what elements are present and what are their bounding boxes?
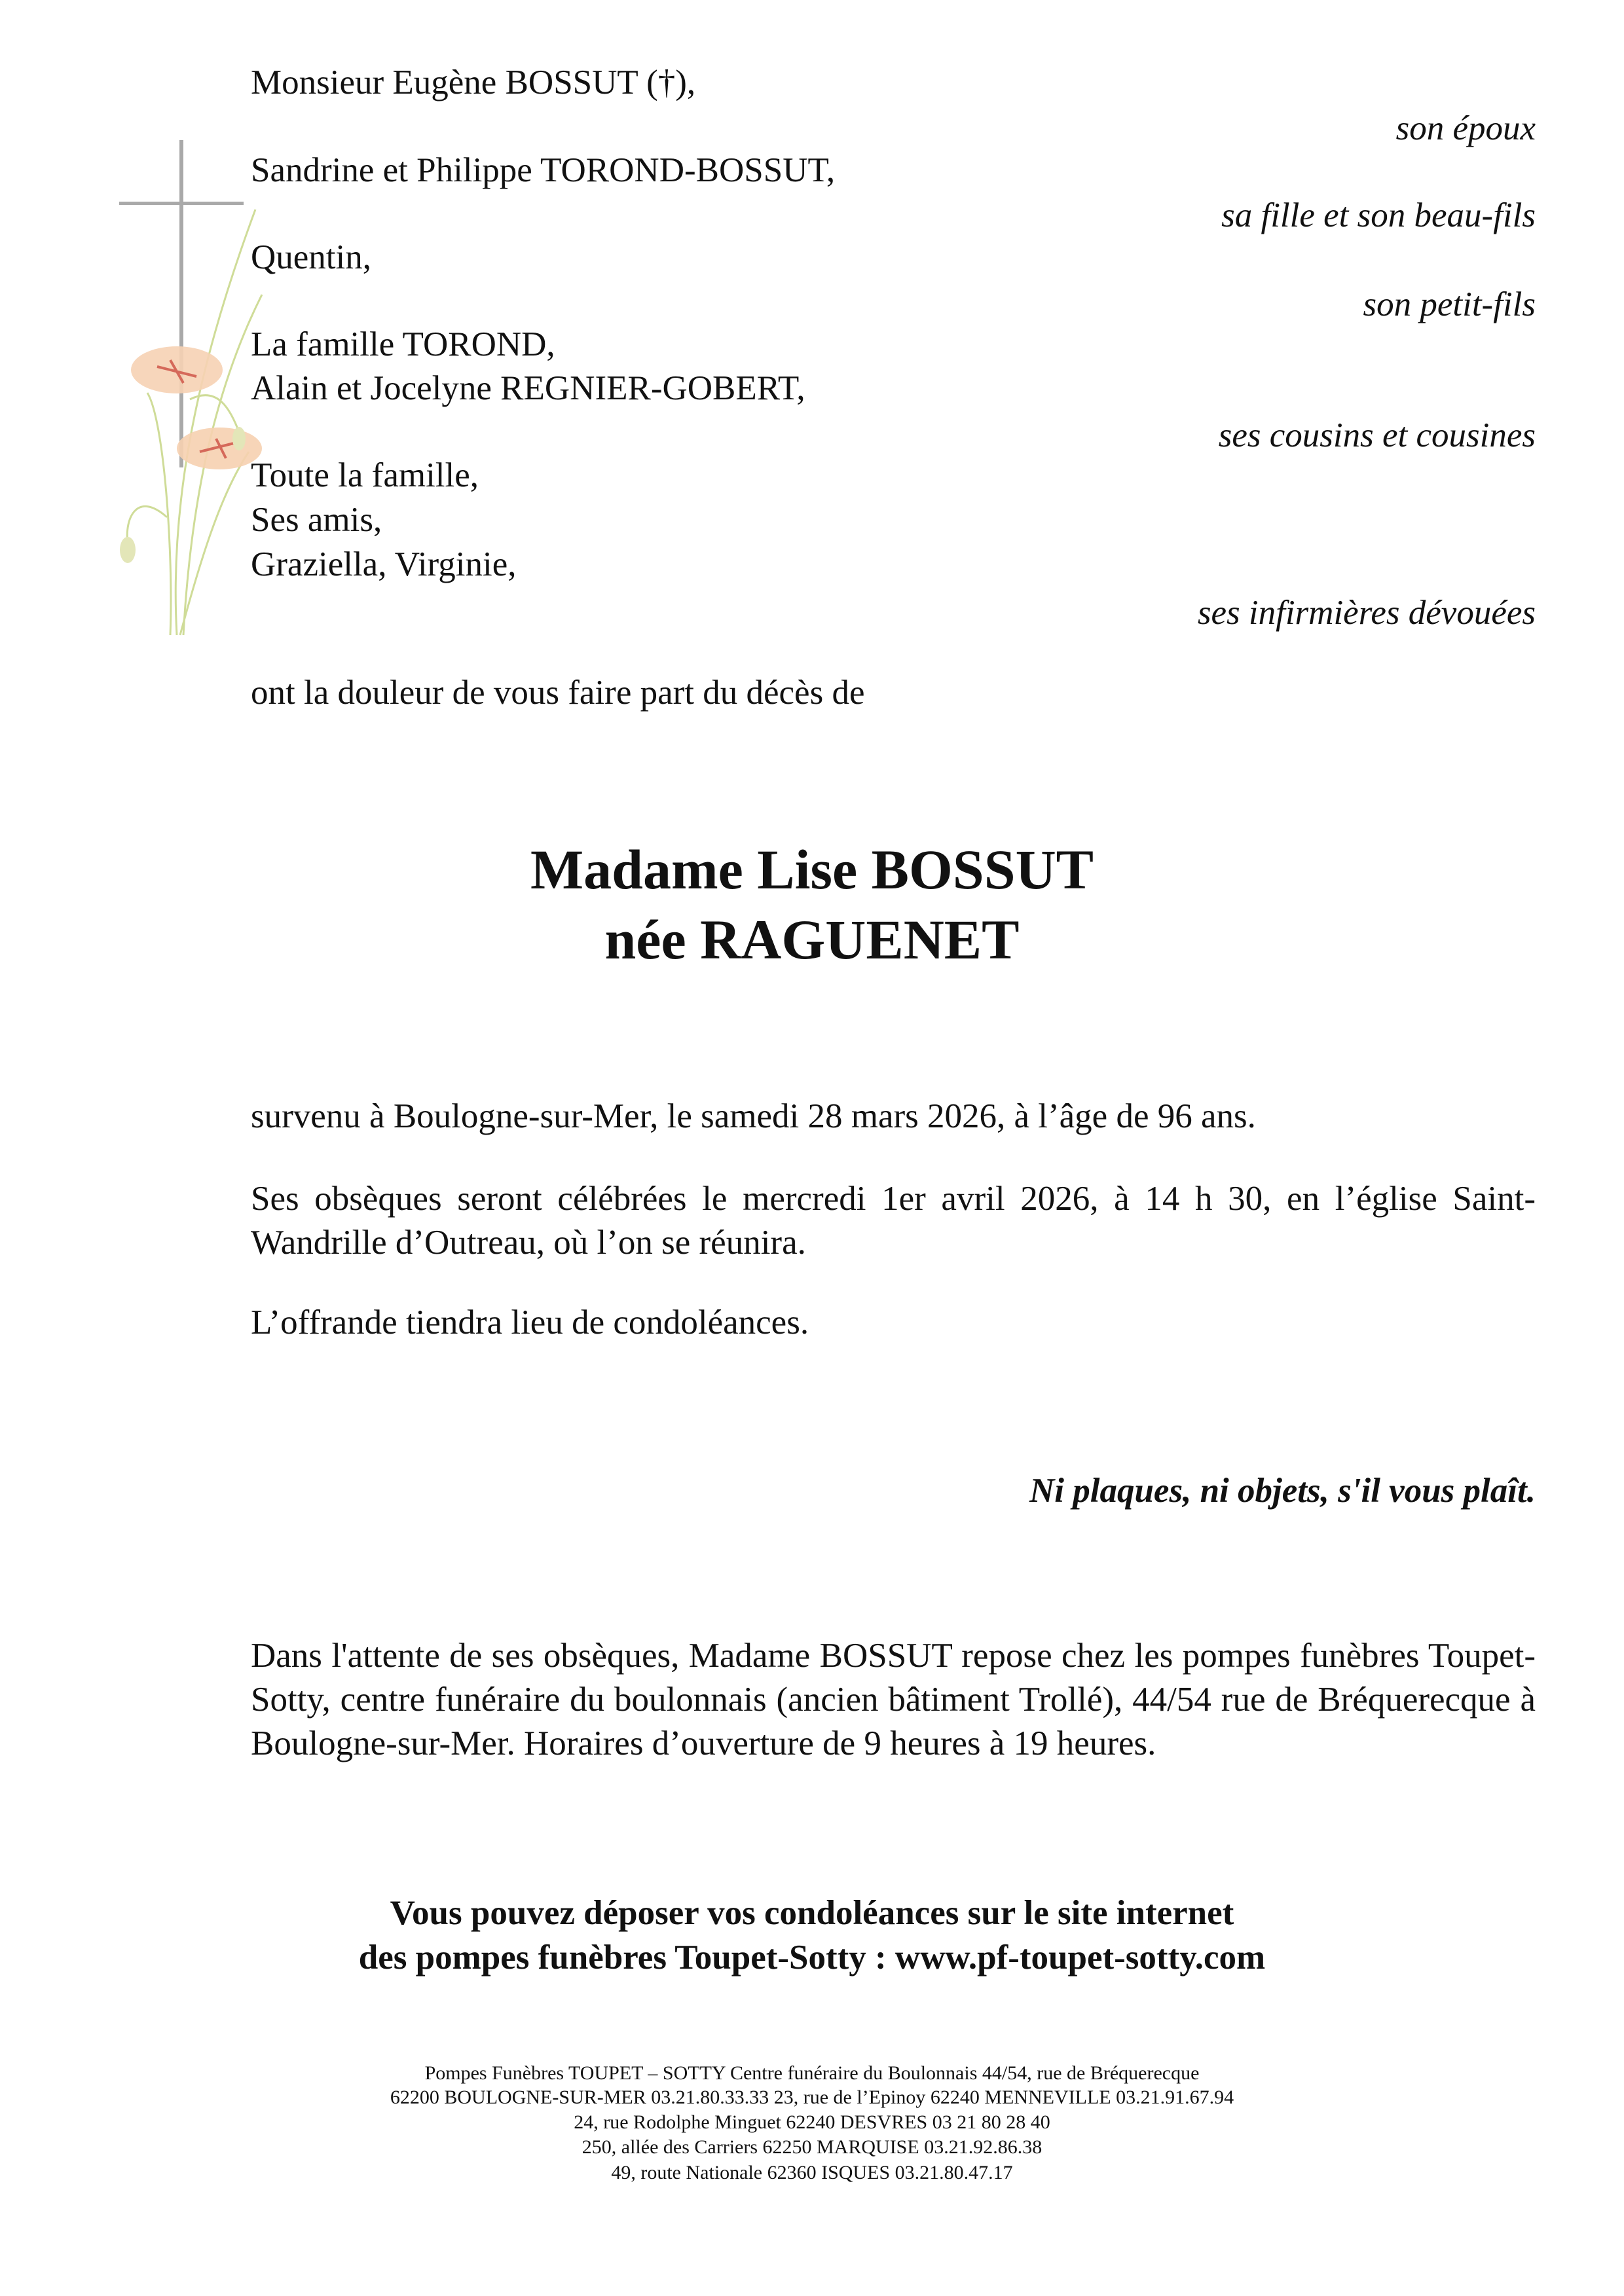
stems xyxy=(127,210,262,635)
family-relation: sa fille et son beau-fils xyxy=(1221,196,1536,234)
family-relation: son petit-fils xyxy=(1363,285,1536,323)
footer-line: 62200 BOULOGNE-SUR-MER 03.21.80.33.33 23, rue de l’Epinoy 62240 MENNEVILLE 03.21.91.67.94 xyxy=(390,2086,1234,2108)
deceased-maiden-name: née RAGUENET xyxy=(604,908,1020,971)
deceased-name: Madame Lise BOSSUT xyxy=(530,838,1094,901)
family-relation: ses cousins et cousines xyxy=(1218,416,1536,454)
death-details: survenu à Boulogne-sur-Mer, le samedi 28 mars 2026, à l’âge de 96 ans. xyxy=(251,1097,1256,1135)
footer-line: 24, rue Rodolphe Minguet 62240 DESVRES 03 21 80 28 40 xyxy=(574,2111,1050,2133)
rest-details: Dans l'attente de ses obsèques, Madame BOSSUT repose chez les pompes funèbres Toupet-Sotty, centre funéraire du boulonnais (ancien bâtiment Trollé), 44/54 rue de Bréquerecque à Boulogne-sur-Mer. Horaires d’ouverture de 9 heures à 19 heures. xyxy=(251,1637,1536,1762)
family-name: Graziella, Virginie, xyxy=(251,545,517,583)
family-name: La famille TOROND, xyxy=(251,325,555,363)
family-relation: ses infirmières dévouées xyxy=(1197,594,1536,632)
offering-note: L’offrande tiendra lieu de condoléances. xyxy=(251,1303,809,1341)
condolences-line: Vous pouvez déposer vos condoléances sur le site internet xyxy=(390,1894,1234,1932)
cross-icon xyxy=(119,140,244,467)
family-name: Toute la famille, xyxy=(251,456,479,494)
no-plaques-note: Ni plaques, ni objets, s'il vous plaît. xyxy=(1029,1472,1536,1510)
poppy-bud-icon xyxy=(232,427,246,450)
family-name: Ses amis, xyxy=(251,501,382,539)
family-name: Alain et Jocelyne REGNIER-GOBERT, xyxy=(251,369,805,407)
footer-line: Pompes Funèbres TOUPET – SOTTY Centre funéraire du Boulonnais 44/54, rue de Bréquerecque xyxy=(424,2062,1200,2084)
family-name: Monsieur Eugène BOSSUT (†), xyxy=(251,64,696,101)
family-relation: son époux xyxy=(1395,109,1536,147)
footer-line: 250, allée des Carriers 62250 MARQUISE 03.21.92.86.38 xyxy=(581,2136,1043,2158)
poppy-flower-icon xyxy=(131,346,223,393)
condolences-website: des pompes funèbres Toupet-Sotty : www.pf-toupet-sotty.com xyxy=(358,1939,1266,1977)
cross-poppy-illustration xyxy=(98,124,268,661)
poppy-bud-icon xyxy=(120,537,136,563)
announcement: ont la douleur de vous faire part du décès de xyxy=(251,674,865,712)
family-name: Sandrine et Philippe TOROND-BOSSUT, xyxy=(251,151,836,189)
family-name: Quentin, xyxy=(251,238,371,276)
funeral-details: Ses obsèques seront célébrées le mercredi 1er avril 2026, à 14 h 30, en l’église Saint-Wandrille d’Outreau, où l’on se réunira. xyxy=(251,1180,1536,1262)
poppy-flower-icon xyxy=(177,428,262,469)
footer-line: 49, route Nationale 62360 ISQUES 03.21.80.47.17 xyxy=(611,2162,1013,2183)
